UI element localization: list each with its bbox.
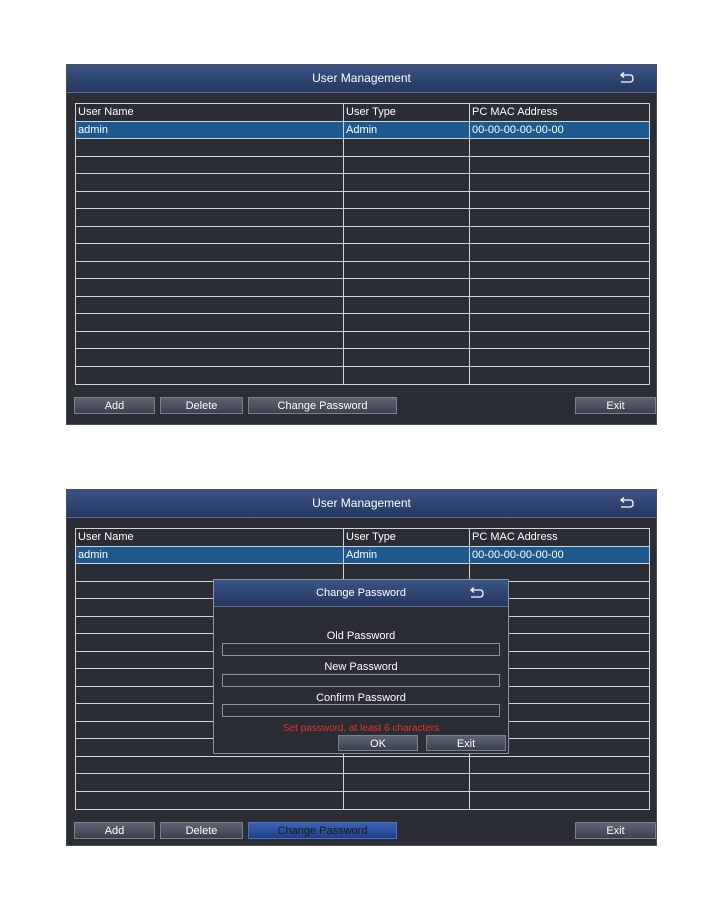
table-cell — [344, 792, 470, 810]
table-cell — [76, 209, 344, 226]
delete-button[interactable]: Delete — [160, 397, 243, 414]
table-cell — [344, 209, 470, 226]
table-cell — [344, 349, 470, 366]
table-cell — [470, 792, 649, 810]
column-header: User Type — [344, 104, 470, 121]
table-cell — [344, 279, 470, 296]
confirm-password-label: Confirm Password — [316, 692, 406, 704]
table-cell — [76, 332, 344, 349]
ok-button[interactable]: OK — [338, 735, 418, 751]
table-cell — [76, 192, 344, 209]
change-password-button[interactable]: Change Password — [248, 397, 397, 414]
table-cell — [470, 314, 649, 331]
return-arrow-icon[interactable] — [470, 587, 484, 599]
table-cell — [344, 227, 470, 244]
table-cell — [76, 757, 344, 774]
table-row-empty[interactable] — [76, 227, 649, 245]
table-row-empty[interactable] — [76, 139, 649, 157]
delete-button[interactable]: Delete — [160, 822, 243, 839]
exit-button[interactable]: Exit — [575, 822, 656, 839]
table-cell: 00-00-00-00-00-00 — [472, 548, 564, 561]
old-password-input[interactable] — [222, 643, 500, 656]
table-cell — [76, 174, 344, 191]
table-cell — [470, 297, 649, 314]
table-cell — [76, 297, 344, 314]
table-row[interactable] — [76, 122, 649, 140]
user-table — [75, 103, 650, 385]
table-cell — [76, 792, 344, 810]
table-header — [76, 529, 649, 547]
table-row-empty[interactable] — [76, 157, 649, 175]
table-cell — [470, 367, 649, 385]
table-cell — [470, 192, 649, 209]
table-row-empty[interactable] — [76, 314, 649, 332]
add-button[interactable]: Add — [74, 822, 155, 839]
table-cell — [76, 157, 344, 174]
table-cell — [76, 774, 344, 791]
new-password-input[interactable] — [222, 674, 500, 687]
column-header: User Name — [76, 529, 344, 546]
table-cell — [344, 757, 470, 774]
old-password-label: Old Password — [326, 630, 396, 642]
new-password-label: New Password — [324, 661, 398, 673]
table-cell — [76, 367, 344, 385]
table-cell — [470, 349, 649, 366]
table-row-empty[interactable] — [76, 297, 649, 315]
dialog-title-bar — [214, 580, 508, 607]
table-row-empty[interactable] — [76, 279, 649, 297]
table-cell — [470, 332, 649, 349]
table-cell — [470, 209, 649, 226]
column-header: User Name — [76, 104, 344, 121]
user-management-window-1 — [66, 64, 657, 425]
table-cell — [344, 367, 470, 385]
table-cell — [344, 157, 470, 174]
exit-button[interactable]: Exit — [575, 397, 656, 414]
column-header: PC MAC Address — [472, 531, 558, 543]
table-cell — [470, 262, 649, 279]
table-row[interactable] — [76, 547, 649, 565]
table-row-empty[interactable] — [76, 209, 649, 227]
table-row-empty[interactable] — [76, 244, 649, 262]
table-cell: Admin — [344, 547, 470, 564]
table-row-empty[interactable] — [76, 192, 649, 210]
table-cell — [76, 349, 344, 366]
table-cell — [344, 244, 470, 261]
table-cell — [344, 139, 470, 156]
confirm-password-input[interactable] — [222, 704, 500, 717]
column-header: PC MAC Address — [472, 106, 558, 118]
table-cell — [470, 157, 649, 174]
table-header — [76, 104, 649, 122]
change-password-dialog — [213, 579, 509, 754]
table-row-empty[interactable] — [76, 792, 649, 810]
table-cell — [76, 279, 344, 296]
table-cell — [344, 774, 470, 791]
table-cell — [470, 774, 649, 791]
table-row-empty[interactable] — [76, 774, 649, 792]
table-cell: admin — [76, 547, 344, 564]
table-cell — [76, 314, 344, 331]
table-cell — [344, 262, 470, 279]
table-cell — [470, 757, 649, 774]
table-row-empty[interactable] — [76, 174, 649, 192]
password-warning: Set password, at least 6 characters — [282, 723, 440, 734]
table-cell — [76, 139, 344, 156]
window-title: User Management — [312, 496, 411, 510]
table-cell: Admin — [344, 122, 470, 139]
table-cell — [344, 314, 470, 331]
window-title: User Management — [312, 71, 411, 85]
table-cell — [76, 244, 344, 261]
table-cell — [344, 192, 470, 209]
table-cell — [470, 244, 649, 261]
return-arrow-icon[interactable] — [620, 72, 634, 84]
table-row-empty[interactable] — [76, 757, 649, 775]
table-cell: 00-00-00-00-00-00 — [472, 123, 564, 136]
title-bar — [67, 490, 656, 518]
table-cell — [76, 227, 344, 244]
table-cell — [344, 332, 470, 349]
table-cell — [470, 279, 649, 296]
table-cell — [76, 262, 344, 279]
table-cell — [470, 227, 649, 244]
table-row-empty[interactable] — [76, 332, 649, 350]
title-bar — [67, 65, 656, 93]
table-row-empty[interactable] — [76, 367, 649, 385]
add-button[interactable]: Add — [74, 397, 155, 414]
dialog-title: Change Password — [316, 587, 406, 599]
table-cell — [344, 297, 470, 314]
table-cell: admin — [76, 122, 344, 139]
table-cell — [470, 174, 649, 191]
table-cell — [344, 174, 470, 191]
column-header: User Type — [344, 529, 470, 546]
table-cell — [470, 139, 649, 156]
change-password-button[interactable]: Change Password — [248, 822, 397, 839]
dialog-exit-button[interactable]: Exit — [426, 735, 506, 751]
table-row-empty[interactable] — [76, 349, 649, 367]
return-arrow-icon[interactable] — [620, 497, 634, 509]
table-row-empty[interactable] — [76, 262, 649, 280]
